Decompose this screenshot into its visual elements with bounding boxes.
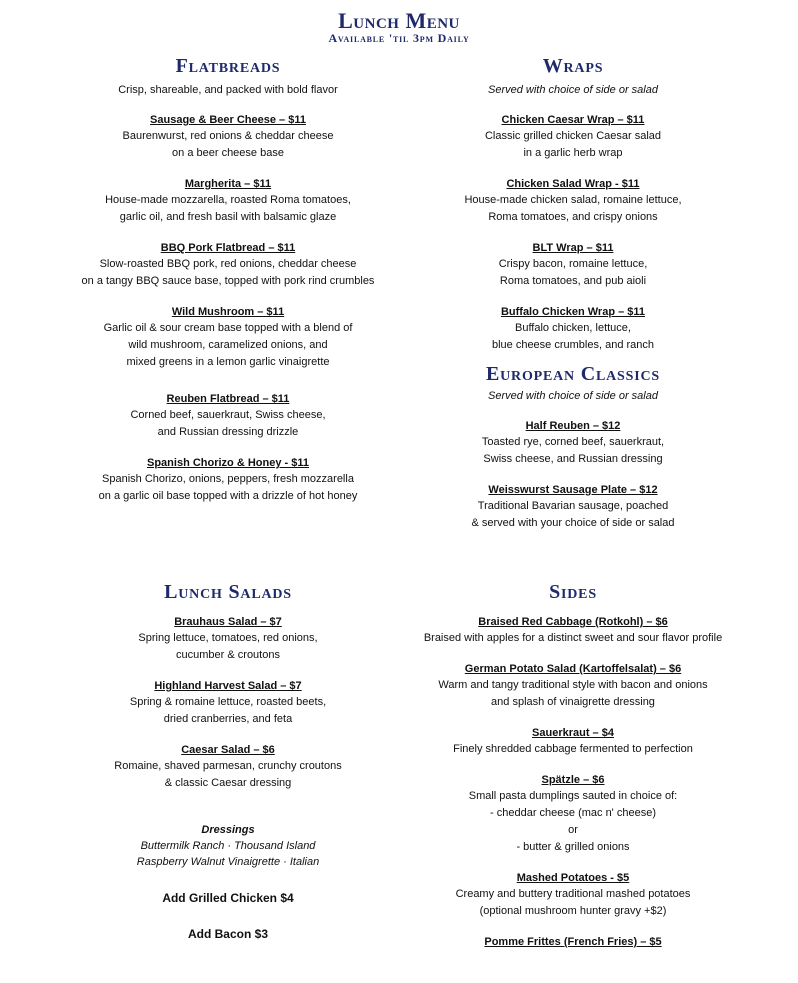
item-name: Caesar Salad – $6 xyxy=(181,744,275,756)
menu-title: Lunch Menu xyxy=(338,8,460,33)
item-description: Classic grilled chicken Caesar salad in a garlic herb wrap xyxy=(484,130,662,159)
flatbreads-heading: Flatbreads xyxy=(175,55,281,77)
item-name: Spätzle – $6 xyxy=(541,774,605,786)
item-name: Chicken Caesar Wrap – $11 xyxy=(501,114,645,126)
item-name: Spanish Chorizo & Honey - $11 xyxy=(147,457,309,469)
item-description: Toasted rye, corned beef, sauerkraut, Swiss cheese, and Russian dressing xyxy=(481,436,665,465)
item-description: Creamy and buttery traditional mashed potatoes (optional mushroom hunter gravy +$2) xyxy=(455,888,691,917)
item-description: Corned beef, sauerkraut, Swiss cheese, and Russian dressing drizzle xyxy=(130,409,326,438)
item-name: Braised Red Cabbage (Rotkohl) – $6 xyxy=(478,616,668,628)
menu-item xyxy=(28,112,428,162)
addon-bacon: Add Bacon $3 xyxy=(187,927,268,941)
item-name: Reuben Flatbread – $11 xyxy=(166,393,290,405)
item-name: Highland Harvest Salad – $7 xyxy=(154,680,302,692)
menu-item xyxy=(376,418,770,468)
dressings-line: Raspberry Walnut Vinaigrette · Italian xyxy=(136,856,320,868)
item-description: House-made mozzarella, roasted Roma tomatoes, garlic oil, and fresh basil with balsamic glaze xyxy=(105,194,351,223)
item-name: Buffalo Chicken Wrap – $11 xyxy=(500,306,646,318)
item-description: Spring & romaine lettuce, roasted beets, dried cranberries, and feta xyxy=(129,696,327,725)
sides-heading: Sides xyxy=(549,581,597,603)
item-name: Half Reuben – $12 xyxy=(525,420,621,432)
item-description: Spring lettuce, tomatoes, red onions, cucumber & croutons xyxy=(138,632,318,661)
item-name: Pomme Frittes (French Fries) – $5 xyxy=(484,936,662,948)
item-description: Buffalo chicken, lettuce, blue cheese crumbles, and ranch xyxy=(491,322,655,351)
item-name: Brauhaus Salad – $7 xyxy=(174,616,282,628)
menu-item xyxy=(28,391,428,441)
menu-item xyxy=(376,870,770,920)
item-name: Weisswurst Sausage Plate – $12 xyxy=(488,484,658,496)
european-classics-tagline: Served with choice of side or salad xyxy=(488,390,658,402)
menu-item xyxy=(376,304,770,354)
item-description: Crispy bacon, romaine lettuce, Roma tomatoes, and pub aioli xyxy=(498,258,648,287)
item-name: German Potato Salad (Kartoffelsalat) – $6 xyxy=(464,663,682,675)
menu-item xyxy=(376,614,770,647)
lunch-salads-heading: Lunch Salads xyxy=(164,581,292,603)
dressings-heading: Dressings xyxy=(201,824,255,836)
wraps-heading: Wraps xyxy=(542,55,604,77)
menu-item xyxy=(376,725,770,758)
lunch-salads-section xyxy=(28,580,428,942)
menu-item xyxy=(28,455,428,505)
flatbreads-section xyxy=(28,54,428,505)
european-classics-section xyxy=(376,362,770,532)
menu-item xyxy=(376,661,770,711)
flatbreads-tagline: Crisp, shareable, and packed with bold flavor xyxy=(118,84,338,96)
item-description: Slow-roasted BBQ pork, red onions, cheddar cheese on a tangy BBQ sauce base, topped with pork rind crumbles xyxy=(81,258,375,287)
item-name: Wild Mushroom – $11 xyxy=(171,306,285,318)
addon-grilled-chicken: Add Grilled Chicken $4 xyxy=(162,891,294,905)
item-description: House-made chicken salad, romaine lettuce, Roma tomatoes, and crispy onions xyxy=(464,194,682,223)
item-name: Chicken Salad Wrap - $11 xyxy=(506,178,640,190)
item-description: Warm and tangy traditional style with bacon and onions and splash of vinaigrette dressing xyxy=(438,679,708,708)
item-name: Sausage & Beer Cheese – $11 xyxy=(150,114,306,126)
item-name: Margherita – $11 xyxy=(184,178,272,190)
menu-item xyxy=(28,176,428,226)
item-name: BBQ Pork Flatbread – $11 xyxy=(160,242,296,254)
menu-item xyxy=(376,240,770,290)
item-name: Sauerkraut – $4 xyxy=(532,727,614,739)
item-description: Braised with apples for a distinct sweet and sour flavor profile xyxy=(423,632,723,644)
item-description: Romaine, shaved parmesan, crunchy croutons & classic Caesar dressing xyxy=(114,760,342,789)
menu-item xyxy=(28,742,428,792)
menu-item xyxy=(28,678,428,728)
item-description: Spanish Chorizo, onions, peppers, fresh mozzarella on a garlic oil base topped with a drizzle of hot honey xyxy=(98,473,358,502)
menu-item xyxy=(376,176,770,226)
wraps-section xyxy=(376,54,770,532)
menu-item xyxy=(376,934,770,950)
dressings-block xyxy=(28,822,428,870)
european-classics-heading: European Classics xyxy=(486,363,660,385)
menu-item xyxy=(28,614,428,664)
item-name: Mashed Potatoes - $5 xyxy=(516,872,630,884)
item-description: Garlic oil & sour cream base topped with a blend of wild mushroom, caramelized onions, and mixed greens in a lemon garlic vinaigrette xyxy=(103,322,353,368)
item-description: Baurenwurst, red onions & cheddar cheese on a beer cheese base xyxy=(122,130,334,159)
item-name: BLT Wrap – $11 xyxy=(532,242,614,254)
item-description: Small pasta dumplings sauted in choice of: - cheddar cheese (mac n' cheese) or - butter & grilled onions xyxy=(468,790,678,853)
menu-item xyxy=(28,304,428,371)
menu-item xyxy=(376,482,770,532)
item-description: Finely shredded cabbage fermented to perfection xyxy=(453,743,693,755)
item-description: Traditional Bavarian sausage, poached & served with your choice of side or salad xyxy=(471,500,675,529)
sides-section xyxy=(376,580,770,950)
menu-item xyxy=(376,772,770,856)
menu-item xyxy=(376,112,770,162)
menu-subtitle: Available 'til 3pm Daily xyxy=(328,31,470,45)
menu-item xyxy=(28,240,428,290)
wraps-tagline: Served with choice of side or salad xyxy=(488,84,658,96)
dressings-line: Buttermilk Ranch · Thousand Island xyxy=(140,840,316,852)
